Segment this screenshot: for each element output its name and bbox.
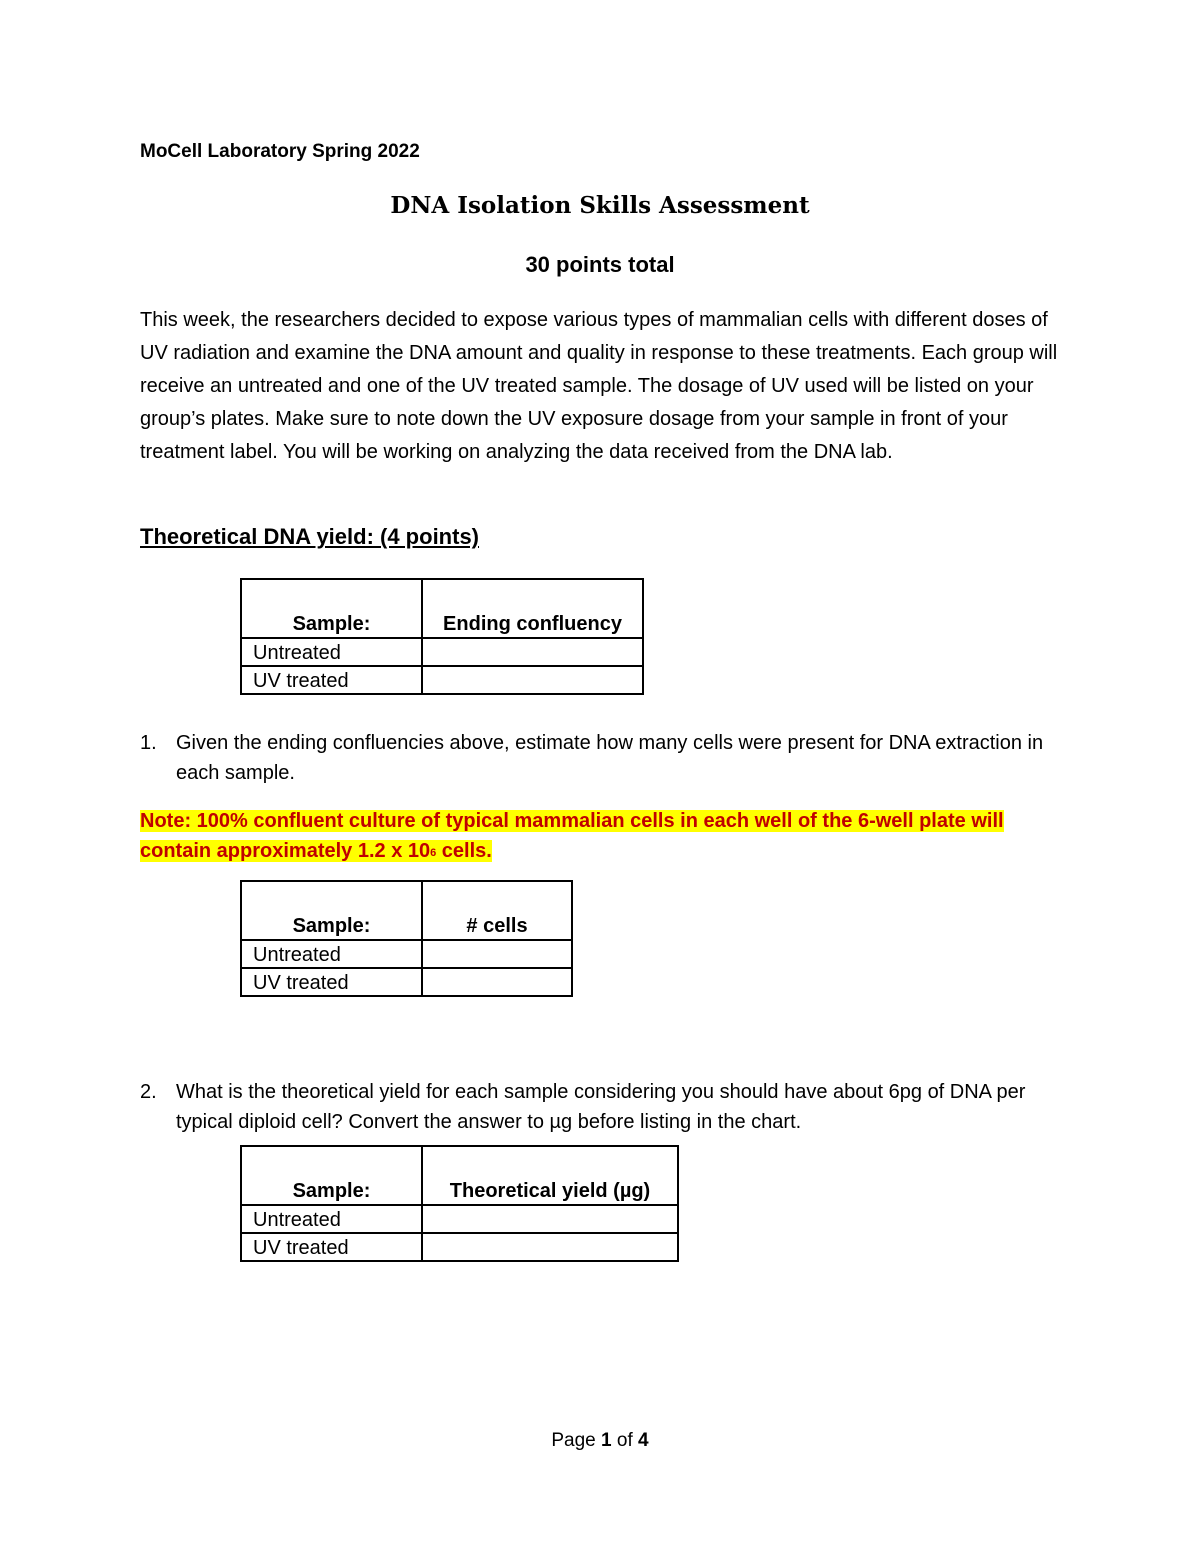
- value-cell[interactable]: [422, 1233, 678, 1261]
- sample-cell: UV treated: [241, 1233, 422, 1261]
- table-header-row: [241, 1146, 678, 1205]
- page-word: Page: [551, 1430, 596, 1451]
- table-row: [241, 940, 572, 968]
- document-title: DNA Isolation Skills Assessment: [390, 192, 810, 219]
- table-header-row: [241, 881, 572, 940]
- note-line-2: [140, 840, 492, 862]
- value-cell[interactable]: [422, 666, 643, 694]
- of-word: of: [616, 1430, 633, 1451]
- cells-table: [240, 880, 573, 997]
- intro-paragraph: This week, the researchers decided to expose various types of mammalian cells with different doses of UV radiation and examine the DNA amount and quality in response to these treatments. Each group will receive an untreated and one of the UV treated sample. The dosage of UV used will be listed on your group’s plates. Make sure to note down the UV exposure dosage from your sample in front of your treatment label. You will be working on analyzing the data received from the DNA lab.: [140, 309, 1058, 463]
- header-ending-confluency: Ending confluency: [422, 579, 643, 638]
- table-row: [241, 638, 643, 666]
- table-row: [241, 666, 643, 694]
- table-row: [241, 968, 572, 996]
- question-2: [140, 1077, 1080, 1137]
- value-cell[interactable]: [422, 968, 572, 996]
- course-header: MoCell Laboratory Spring 2022: [140, 141, 420, 162]
- value-cell[interactable]: [422, 638, 643, 666]
- header-cells: # cells: [422, 881, 572, 940]
- theoretical-yield-table: [240, 1145, 679, 1262]
- question-number: 1.: [140, 732, 157, 754]
- total-pages: 4: [638, 1430, 649, 1451]
- question-1: [140, 728, 1080, 788]
- question-text: What is the theoretical yield for each sample considering you should have about 6pg of DNA per typical diploid cell? Convert the answer to µg before listing in the chart.: [176, 1081, 1026, 1133]
- sample-cell: UV treated: [241, 968, 422, 996]
- page-footer: [0, 1430, 1200, 1452]
- table-header-row: [241, 579, 643, 638]
- note-exponent: 6: [430, 847, 437, 859]
- sample-cell: UV treated: [241, 666, 422, 694]
- confluency-table: [240, 578, 644, 695]
- sample-cell: Untreated: [241, 940, 422, 968]
- points-total: 30 points total: [525, 252, 675, 277]
- table-row: [241, 1233, 678, 1261]
- question-text: Given the ending confluencies above, estimate how many cells were present for DNA extraction in each sample.: [176, 732, 1044, 784]
- sample-cell: Untreated: [241, 638, 422, 666]
- header-sample: Sample:: [241, 881, 422, 940]
- value-cell[interactable]: [422, 940, 572, 968]
- value-cell[interactable]: [422, 1205, 678, 1233]
- current-page: 1: [601, 1430, 612, 1451]
- header-sample: Sample:: [241, 579, 422, 638]
- header-theoretical-yield: Theoretical yield (µg): [422, 1146, 678, 1205]
- table-row: [241, 1205, 678, 1233]
- header-sample: Sample:: [241, 1146, 422, 1205]
- note-line-2-suffix: cells.: [436, 840, 492, 862]
- sample-cell: Untreated: [241, 1205, 422, 1233]
- section-heading: Theoretical DNA yield: (4 points): [140, 524, 480, 549]
- note-callout: [140, 806, 1060, 866]
- note-line-2-prefix: contain approximately 1.2 x 10: [140, 840, 431, 862]
- note-line-1: Note: 100% confluent culture of typical mammalian cells in each well of the 6-well plate will: [140, 810, 1004, 832]
- question-number: 2.: [140, 1081, 157, 1103]
